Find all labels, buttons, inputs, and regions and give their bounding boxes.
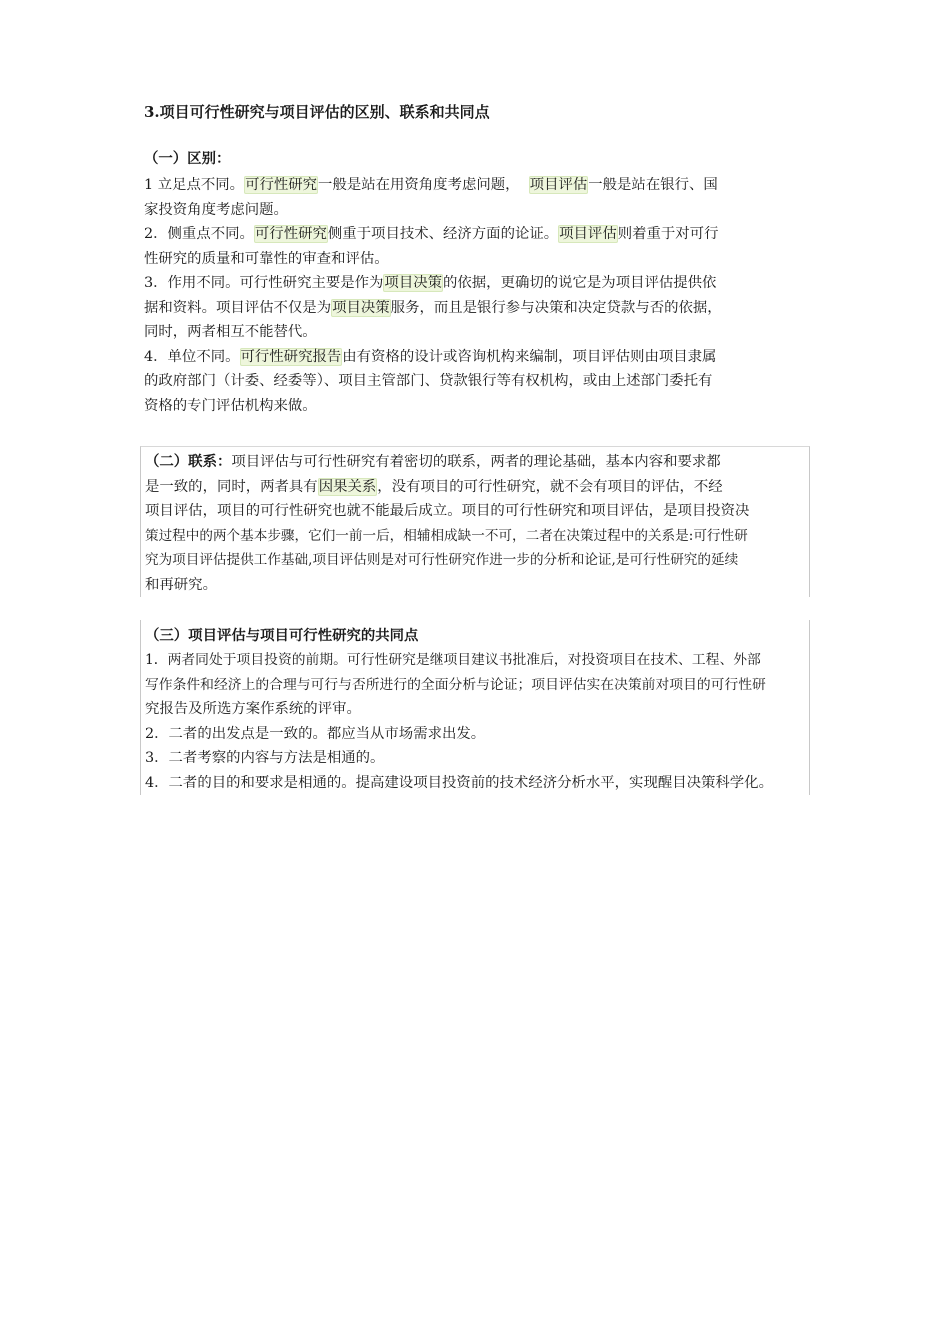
paragraph-line: 究为项目评估提供工作基础,项目评估则是对可行性研究作进一步的分析和论证,是可行性研究的延续 bbox=[145, 552, 739, 568]
text-run: 3．作用不同。可行性研究主要是作为 bbox=[144, 275, 384, 291]
highlighted-term: 可行性研究报告 bbox=[240, 348, 342, 365]
paragraph-line: 和再研究。 bbox=[145, 576, 217, 593]
text-run: 据和资料。项目评估不仅是为 bbox=[144, 299, 332, 316]
paragraph-line: 家投资角度考虑问题。 bbox=[144, 201, 288, 218]
highlighted-term: 项目评估 bbox=[559, 226, 617, 242]
highlighted-term: 项目决策 bbox=[384, 275, 442, 291]
paragraph-line bbox=[141, 447, 809, 475]
text-run: 服务，而且是银行参与决策和决定贷款与否的依据， bbox=[390, 299, 722, 316]
paragraph-line: 同时，两者相互不能替代。 bbox=[144, 324, 317, 340]
paragraph-line bbox=[140, 173, 808, 198]
text-run: 的依据，更确切的说它是为项目评估提供依 bbox=[443, 275, 717, 291]
paragraph-line bbox=[140, 222, 808, 247]
text-run: 一般是站在银行、国 bbox=[588, 177, 718, 193]
paragraph-line: 3．二者考察的内容与方法是相通的。 bbox=[145, 750, 385, 766]
paragraph-line: 性研究的质量和可靠性的审查和评估。 bbox=[144, 250, 389, 267]
text-run: 项目评估与可行性研究有着密切的联系，两者的理论基础，基本内容和要求都 bbox=[231, 454, 721, 470]
text-run: 则着重于对可行 bbox=[617, 226, 719, 242]
text-run: 是一致的，同时，两者具有 bbox=[145, 478, 318, 495]
paragraph-line bbox=[141, 475, 809, 500]
document-title: 3.项目可行性研究与项目评估的区别、联系和共同点 bbox=[144, 103, 490, 121]
highlighted-term: 项目评估 bbox=[529, 177, 588, 193]
text-run: 由有资格的设计或咨询机构来编制，项目评估则由项目隶属 bbox=[342, 348, 717, 365]
text-run: 1 立足点不同。 bbox=[144, 177, 245, 193]
paragraph-line bbox=[140, 271, 808, 296]
highlighted-term: 因果关系 bbox=[318, 478, 377, 495]
paragraph-line: 资格的专门评估机构来做。 bbox=[144, 397, 317, 414]
section-heading: （二）联系： bbox=[145, 453, 232, 470]
section-common-points bbox=[140, 620, 810, 795]
text-run: 4．单位不同。 bbox=[144, 348, 240, 365]
paragraph-line: 2．二者的出发点是一致的。都应当从市场需求出发。 bbox=[145, 725, 486, 742]
text-run: 侧重于项目技术、经济方面的论证。 bbox=[327, 226, 559, 242]
paragraph-line: 项目评估，项目的可行性研究也就不能最后成立。项目的可行性研究和项目评估，是项目投资决 bbox=[145, 503, 750, 519]
section-relationship bbox=[140, 446, 810, 597]
section-heading: （一）区别： bbox=[144, 150, 231, 167]
paragraph-line: 写作条件和经济上的合理与可行与否所进行的全面分析与论证；项目评估实在决策前对项目的可行性研 bbox=[145, 676, 766, 693]
section-heading: （三）项目评估与项目可行性研究的共同点 bbox=[145, 627, 419, 644]
paragraph-line: 策过程中的两个基本步骤，它们一前一后，相辅相成缺一不可，二者在决策过程中的关系是:可行性研 bbox=[145, 527, 748, 544]
paragraph-line: 究报告及所选方案作系统的评审。 bbox=[145, 701, 361, 717]
paragraph-line: 1．两者同处于项目投资的前期。可行性研究是继项目建议书批准后，对投资项目在技术、工程、外部 bbox=[145, 652, 761, 668]
highlighted-term: 项目决策 bbox=[332, 299, 390, 316]
highlighted-term: 可行性研究 bbox=[245, 177, 318, 193]
text-run: 2．侧重点不同。 bbox=[144, 226, 254, 242]
section-differences bbox=[140, 147, 808, 418]
paragraph-line bbox=[140, 345, 808, 370]
paragraph-line bbox=[140, 296, 808, 321]
highlighted-term: 可行性研究 bbox=[254, 226, 327, 242]
paragraph-line: 4．二者的目的和要求是相通的。提高建设项目投资前的技术经济分析水平，实现醒目决策科学化。 bbox=[145, 774, 773, 791]
paragraph-line: 的政府部门（计委、经委等）、项目主管部门、贷款银行等有权机构，或由上述部门委托有 bbox=[144, 373, 713, 389]
text-run: 一般是站在用资角度考虑问题， bbox=[318, 177, 529, 193]
text-run: ，没有项目的可行性研究，就不会有项目的评估，不经 bbox=[377, 478, 723, 495]
